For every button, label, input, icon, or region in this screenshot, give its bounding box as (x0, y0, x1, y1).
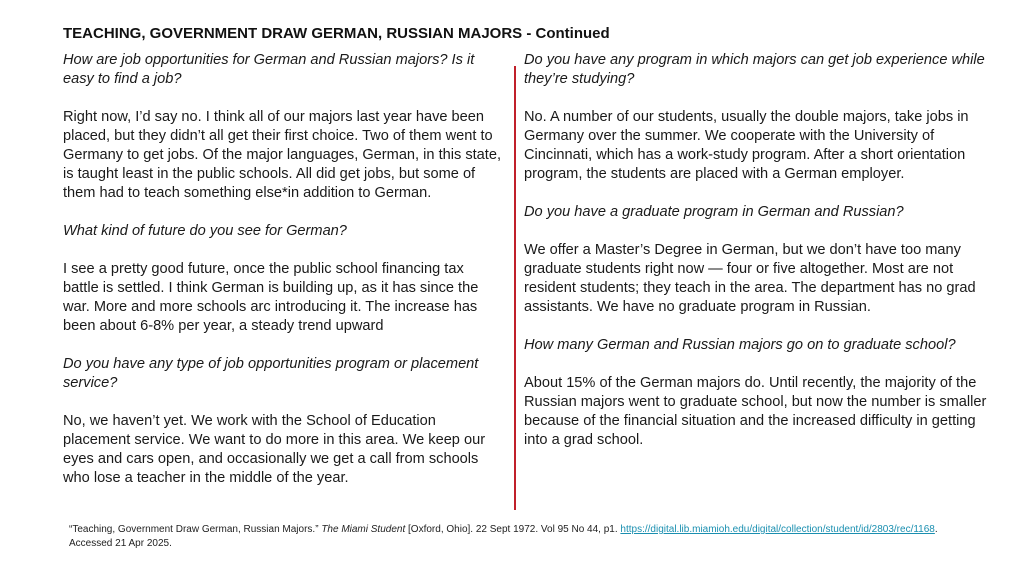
page-title: TEACHING, GOVERNMENT DRAW GERMAN, RUSSIAN MAJORS - Continued (63, 25, 610, 42)
answer-graduate-program: We offer a Master’s Degree in German, but we don’t have too many graduate students right now — four or five altogether. Most are not resident students; they teach in the area. The department has no grad assistants. We have no graduate program in Russian. (524, 242, 976, 315)
citation (69, 523, 949, 551)
answer-job-opportunities: Right now, I’d say no. I think all of our majors last year have been placed, but they didn’t all get their first choice. Two of them went to Germany to get jobs. Of the major languages, German, in this state, is taught least in the public schools. All did get jobs, but some of them had to teach something else*in addition to German. (63, 109, 502, 201)
answer-future-german: I see a pretty good future, once the public school financing tax battle is settled. I think German is building up, as it has since the war. More and more schools arc introducing it. The increase has been about 6-8% per year, a steady trend upward (63, 261, 479, 334)
left-column (63, 51, 503, 507)
citation-accessed: . Accessed 21 Apr 2025. (69, 524, 938, 549)
citation-link[interactable]: https://digital.lib.miamioh.edu/digital/collection/student/id/2803/rec/1168 (620, 524, 935, 535)
citation-paper: The Miami Student (321, 524, 406, 535)
answer-job-experience: No. A number of our students, usually the double majors, take jobs in Germany over the summer. We cooperate with the University of Cincinnati, which has a work-study program. After a short orientation program, the students are placed with a German employer. (524, 109, 969, 182)
citation-article: “Teaching, Government Draw German, Russian Majors.” (69, 524, 319, 535)
question-placement-service: Do you have any type of job opportunities program or placement service? (63, 356, 479, 391)
right-column (524, 51, 994, 469)
question-graduate-program: Do you have a graduate program in German and Russian? (524, 204, 904, 220)
answer-placement-service: No, we haven’t yet. We work with the School of Education placement service. We want to do more in this area. We keep our eyes and cars open, and occasionally we get a call from schools who lose a teacher in the middle of the year. (63, 413, 486, 486)
answer-graduate-school: About 15% of the German majors do. Until recently, the majority of the Russian majors went to graduate school, but now the number is smaller because of the financial situation and the increased difficulty in getting into a grad school. (524, 375, 987, 448)
question-job-opportunities: How are job opportunities for German and Russian majors? Is it easy to find a job? (63, 52, 475, 87)
citation-details: [Oxford, Ohio]. 22 Sept 1972. Vol 95 No 44, p1. (408, 524, 618, 535)
column-divider (514, 66, 516, 510)
question-graduate-school: How many German and Russian majors go on to graduate school? (524, 337, 956, 353)
question-job-experience: Do you have any program in which majors can get job experience while they’re studying? (524, 52, 985, 87)
question-future-german: What kind of future do you see for German? (63, 223, 347, 239)
